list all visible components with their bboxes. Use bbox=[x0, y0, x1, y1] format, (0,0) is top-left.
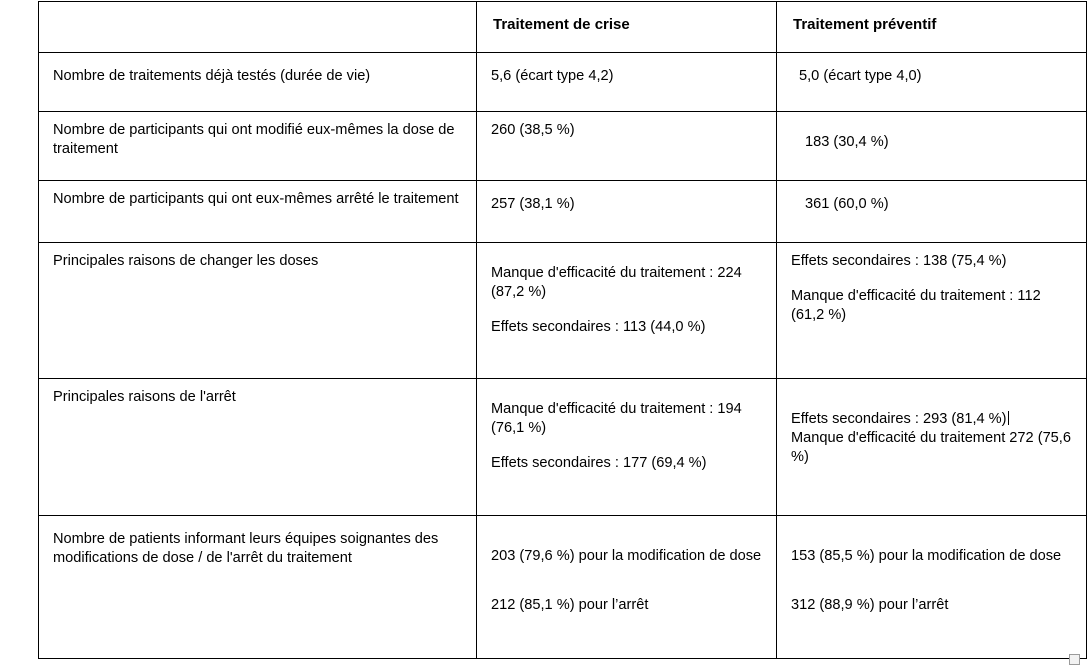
row-value-cell-preventif bbox=[777, 53, 1087, 112]
value-group-preventif bbox=[777, 243, 1086, 334]
value-group-crise bbox=[477, 112, 776, 149]
header-label-preventif: Traitement préventif bbox=[793, 16, 937, 33]
row-value-cell-crise bbox=[477, 243, 777, 379]
row-label-cell bbox=[39, 53, 477, 112]
value-group-preventif bbox=[777, 112, 1086, 161]
value-text: 5,0 (écart type 4,0) bbox=[799, 68, 922, 84]
row-value-cell-preventif bbox=[777, 112, 1087, 181]
row-value-cell-preventif bbox=[777, 379, 1087, 516]
row-label-cell bbox=[39, 181, 477, 243]
row-label-cell bbox=[39, 112, 477, 181]
row-value-cell-crise bbox=[477, 379, 777, 516]
header-label-crise: Traitement de crise bbox=[493, 16, 630, 33]
value-text: 153 (85,5 %) pour la modification de dose bbox=[791, 548, 1062, 564]
row-value-cell-preventif bbox=[777, 243, 1087, 379]
value-group-crise bbox=[477, 53, 776, 95]
value-text: Effets secondaires : 177 (69,4 %) bbox=[491, 454, 707, 471]
value-text: 212 (85,1 %) pour l’arrêt bbox=[491, 596, 649, 613]
value-group-crise bbox=[477, 516, 776, 624]
header-cell-blank bbox=[39, 2, 477, 53]
row-label-cell bbox=[39, 516, 477, 659]
header-cell-preventif bbox=[777, 2, 1087, 53]
header-label-blank bbox=[39, 2, 476, 28]
value-text: Manque d'efficacité du traitement : 224 (87,2 %) bbox=[491, 265, 742, 300]
row-label-text: Nombre de traitements déjà testés (durée de vie) bbox=[53, 68, 371, 84]
header-cell-crise bbox=[477, 2, 777, 53]
row-label-text: Nombre de patients informant leurs équipes soignantes des modifications de dose / de l'arrêt du traitement bbox=[53, 531, 439, 566]
value-text: Effets secondaires : 138 (75,4 %) bbox=[791, 253, 1007, 269]
value-text: 5,6 (écart type 4,2) bbox=[491, 68, 614, 84]
value-group-preventif bbox=[777, 516, 1086, 624]
value-text: 260 (38,5 %) bbox=[491, 122, 575, 138]
value-text: 312 (88,9 %) pour l’arrêt bbox=[791, 596, 949, 613]
row-label-text: Nombre de participants qui ont eux-mêmes arrêté le traitement bbox=[53, 191, 459, 207]
row-value-cell-crise bbox=[477, 53, 777, 112]
row-label-cell bbox=[39, 379, 477, 516]
row-label-text: Principales raisons de changer les doses bbox=[53, 253, 319, 269]
value-group-preventif bbox=[777, 379, 1086, 476]
table-row bbox=[39, 516, 1087, 659]
value-text: 183 (30,4 %) bbox=[805, 134, 889, 150]
row-value-cell-preventif bbox=[777, 516, 1087, 659]
text-cursor-caret bbox=[1008, 411, 1009, 425]
row-value-cell-crise bbox=[477, 181, 777, 243]
table-row bbox=[39, 112, 1087, 181]
value-text: 361 (60,0 %) bbox=[805, 196, 889, 212]
value-group-preventif bbox=[777, 53, 1086, 95]
value-group-crise bbox=[477, 379, 776, 482]
row-value-cell-crise bbox=[477, 112, 777, 181]
table-row bbox=[39, 243, 1087, 379]
value-text: Effets secondaires : 113 (44,0 %) bbox=[491, 318, 706, 335]
table-header-row bbox=[39, 2, 1087, 53]
table-resize-handle[interactable] bbox=[1069, 654, 1080, 665]
value-group-crise bbox=[477, 243, 776, 346]
value-text: 203 (79,6 %) pour la modification de dose bbox=[491, 548, 762, 564]
value-text: Manque d'efficacité du traitement : 194 (76,1 %) bbox=[491, 401, 742, 436]
value-text: Effets secondaires : 293 (81,4 %) bbox=[791, 411, 1007, 427]
value-text: 257 (38,1 %) bbox=[491, 196, 575, 212]
table-row bbox=[39, 181, 1087, 243]
table-row bbox=[39, 53, 1087, 112]
value-group-preventif bbox=[777, 181, 1086, 223]
row-label-text: Nombre de participants qui ont modifié eux-mêmes la dose de traitement bbox=[53, 122, 455, 157]
value-text-with-caret bbox=[791, 410, 1074, 429]
table-row bbox=[39, 379, 1087, 516]
value-text: Manque d'efficacité du traitement : 112 (61,2 %) bbox=[791, 287, 1041, 323]
row-value-cell-crise bbox=[477, 516, 777, 659]
results-table[interactable] bbox=[38, 1, 1087, 659]
row-value-cell-preventif bbox=[777, 181, 1087, 243]
value-group-crise bbox=[477, 181, 776, 223]
value-text: Manque d'efficacité du traitement 272 (75,6 %) bbox=[791, 429, 1071, 465]
row-label-cell bbox=[39, 243, 477, 379]
row-label-text: Principales raisons de l'arrêt bbox=[53, 389, 236, 405]
